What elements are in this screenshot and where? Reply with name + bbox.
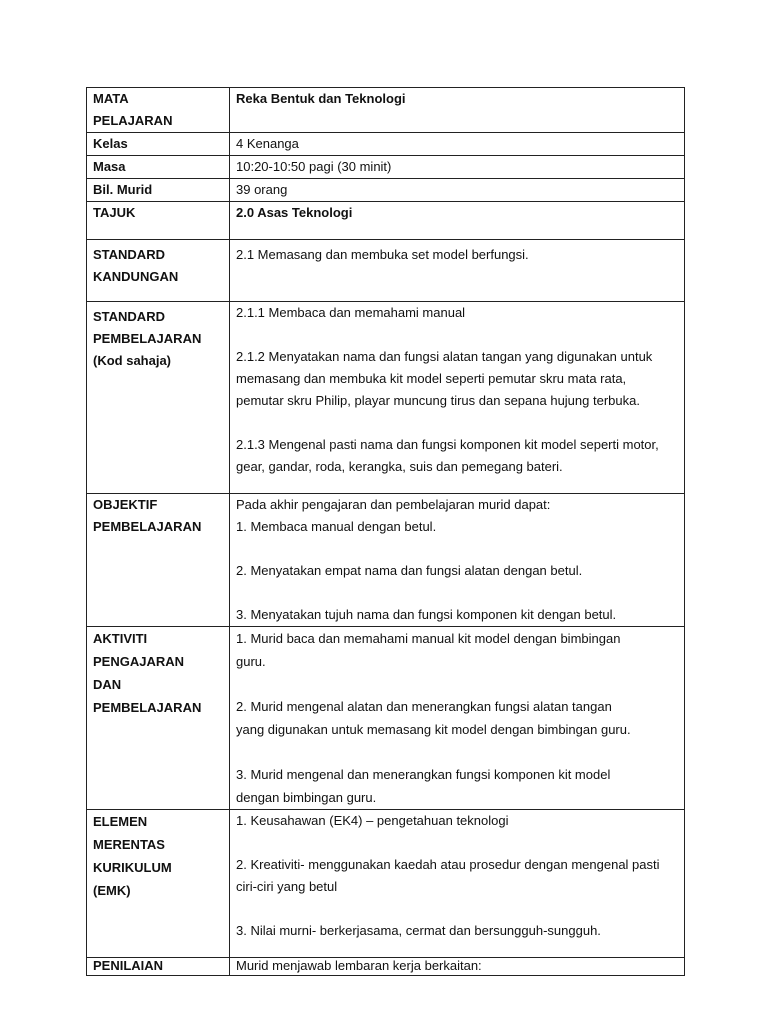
table-row xyxy=(87,240,685,302)
list-item: Pada akhir pengajaran dan pembelajaran murid dapat: xyxy=(236,497,551,512)
value-cell xyxy=(230,810,685,958)
list-item: 2.1.3 Mengenal pasti nama dan fungsi komponen kit model seperti motor, xyxy=(236,437,659,452)
value-cell xyxy=(230,240,685,302)
row-label: Kelas xyxy=(93,136,128,151)
label-cell xyxy=(87,627,230,810)
value-cell xyxy=(230,133,685,156)
content-standard-value: 2.1 Memasang dan membuka set model berfungsi. xyxy=(236,247,529,262)
label-cell xyxy=(87,88,230,133)
table-row xyxy=(87,810,685,958)
table-row xyxy=(87,202,685,240)
label-cell xyxy=(87,240,230,302)
table-row xyxy=(87,156,685,179)
row-label: PEMBELAJARAN xyxy=(93,519,202,534)
row-label: OBJEKTIF xyxy=(93,497,158,512)
value-cell xyxy=(230,156,685,179)
row-label: PENILAIAN xyxy=(93,958,164,973)
subject-value: Reka Bentuk dan Teknologi xyxy=(236,91,406,106)
value-cell xyxy=(230,88,685,133)
value-cell xyxy=(230,627,685,810)
table-row xyxy=(87,627,685,810)
table-row xyxy=(87,179,685,202)
table-row xyxy=(87,133,685,156)
student-count-value: 39 orang xyxy=(236,182,288,197)
row-label: MERENTAS xyxy=(93,837,165,852)
value-cell xyxy=(230,202,685,240)
list-item: 2.1.1 Membaca dan memahami manual xyxy=(236,305,466,320)
label-cell xyxy=(87,302,230,494)
list-item: yang digunakan untuk memasang kit model dengan bimbingan guru. xyxy=(236,722,631,737)
list-item: guru. xyxy=(236,654,266,669)
row-label: PEMBELAJARAN xyxy=(93,700,202,715)
label-cell xyxy=(87,494,230,627)
row-label: Bil. Murid xyxy=(93,182,153,197)
row-label: TAJUK xyxy=(93,205,136,220)
row-label: STANDARD xyxy=(93,247,165,262)
table-row xyxy=(87,302,685,494)
value-cell xyxy=(230,302,685,494)
value-cell xyxy=(230,494,685,627)
row-label: ELEMEN xyxy=(93,814,148,829)
label-cell xyxy=(87,156,230,179)
label-cell xyxy=(87,810,230,958)
row-label: PEMBELAJARAN xyxy=(93,331,202,346)
label-cell xyxy=(87,958,230,976)
time-value: 10:20-10:50 pagi (30 minit) xyxy=(236,159,392,174)
list-item: 1. Keusahawan (EK4) – pengetahuan teknologi xyxy=(236,813,509,828)
list-item: pemutar skru Philip, playar muncung tirus dan sepana hujung terbuka. xyxy=(236,393,640,408)
row-label: Masa xyxy=(93,159,126,174)
class-value: 4 Kenanga xyxy=(236,136,299,151)
assessment-value: Murid menjawab lembaran kerja berkaitan: xyxy=(236,958,482,973)
row-label: AKTIVITI xyxy=(93,631,148,646)
row-label: KURIKULUM xyxy=(93,860,172,875)
table-row xyxy=(87,88,685,133)
label-cell xyxy=(87,179,230,202)
list-item: memasang dan membuka kit model seperti pemutar skru mata rata, xyxy=(236,371,627,386)
list-item: gear, gandar, roda, kerangka, suis dan pemegang bateri. xyxy=(236,459,563,474)
list-item: 2. Murid mengenal alatan dan menerangkan fungsi alatan tangan xyxy=(236,699,612,714)
row-label: STANDARD xyxy=(93,309,165,324)
table-row xyxy=(87,958,685,976)
list-item: 1. Membaca manual dengan betul. xyxy=(236,519,437,534)
topic-value: 2.0 Asas Teknologi xyxy=(236,205,353,220)
list-item: 3. Murid mengenal dan menerangkan fungsi komponen kit model xyxy=(236,767,611,782)
list-item: 2. Kreativiti- menggunakan kaedah atau prosedur dengan mengenal pasti xyxy=(236,857,660,872)
list-item: dengan bimbingan guru. xyxy=(236,790,377,805)
value-cell xyxy=(230,179,685,202)
list-item: ciri-ciri yang betul xyxy=(236,879,338,894)
row-label: (EMK) xyxy=(93,883,131,898)
list-item: 2.1.2 Menyatakan nama dan fungsi alatan tangan yang digunakan untuk xyxy=(236,349,653,364)
lesson-plan-table xyxy=(86,87,685,976)
row-label: DAN xyxy=(93,677,122,692)
list-item: 3. Nilai murni- berkerjasama, cermat dan bersungguh-sungguh. xyxy=(236,923,601,938)
list-item: 3. Menyatakan tujuh nama dan fungsi komponen kit dengan betul. xyxy=(236,607,617,622)
list-item: 1. Murid baca dan memahami manual kit model dengan bimbingan xyxy=(236,631,621,646)
table-row xyxy=(87,494,685,627)
label-cell xyxy=(87,202,230,240)
label-cell xyxy=(87,133,230,156)
row-label: PENGAJARAN xyxy=(93,654,185,669)
row-label: PELAJARAN xyxy=(93,113,173,128)
value-cell xyxy=(230,958,685,976)
row-label: (Kod sahaja) xyxy=(93,353,172,368)
row-label: KANDUNGAN xyxy=(93,269,179,284)
row-label: MATA xyxy=(93,91,129,106)
list-item: 2. Menyatakan empat nama dan fungsi alatan dengan betul. xyxy=(236,563,583,578)
